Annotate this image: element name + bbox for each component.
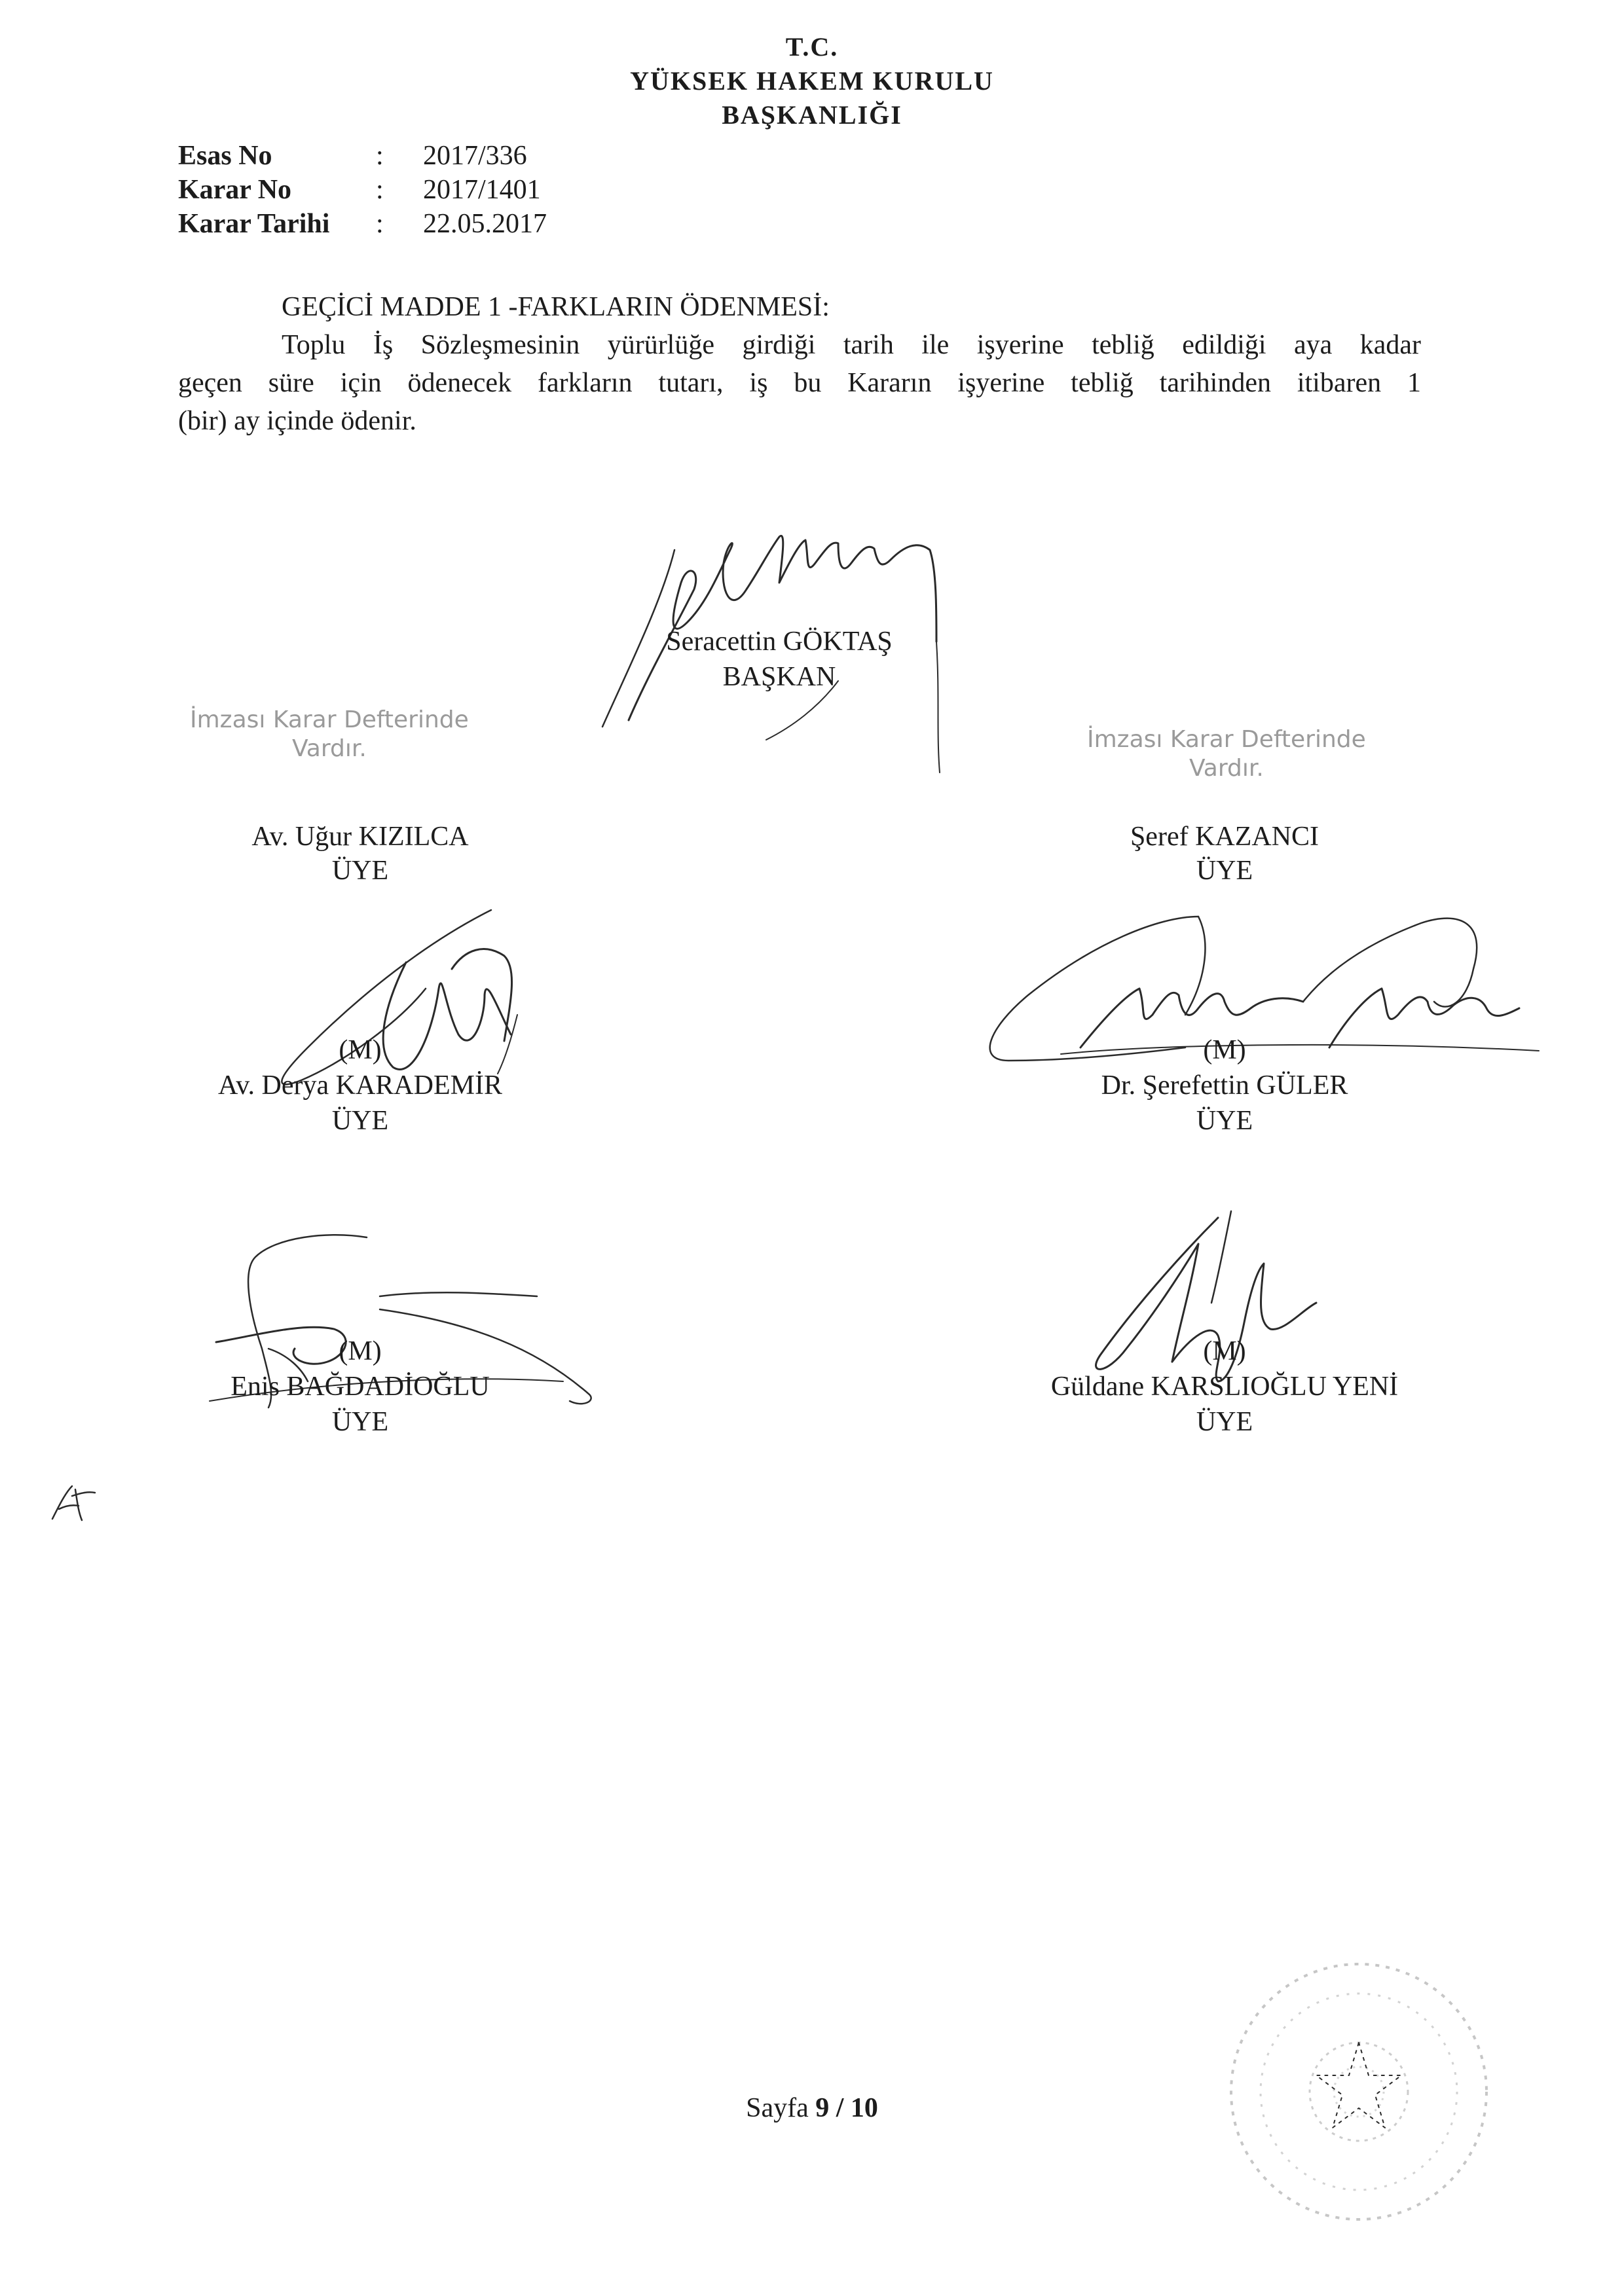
article-line-2: geçen süre için ödenecek farkların tutarı, iş bu Kararın işyerine tebliğ tarihinden itibaren 1 [178, 368, 1421, 398]
esas-separator: : [376, 141, 384, 171]
article-line-1: Toplu İş Sözleşmesinin yürürlüğe girdiği tarih ile işyerine tebliğ edildiği aya kadar [282, 330, 1421, 360]
member3-name: Av. Derya KARADEMİR [218, 1070, 502, 1101]
right-stamp-note: İmzası Karar Defterinde Vardır. [1087, 726, 1366, 782]
member5-title: ÜYE [331, 1407, 389, 1437]
member1-name: Av. Uğur KIZILCA [251, 822, 469, 852]
member5-name: Enis BAĞDADİOĞLU [231, 1372, 490, 1402]
president-name: Seracettin GÖKTAŞ [666, 627, 893, 657]
member6-mark: (M) [1203, 1336, 1246, 1366]
president-title: BAŞKAN [722, 662, 836, 692]
page-number: 9 / 10 [815, 2093, 878, 2123]
article-title: GEÇİCİ MADDE 1 -FARKLARIN ÖDENMESİ: [282, 292, 830, 322]
header-tc: T.C. [785, 32, 839, 62]
esas-label: Esas No [178, 141, 272, 171]
page-footer [681, 2092, 943, 2124]
member6-name: Güldane KARSLIOĞLU YENİ [1050, 1372, 1399, 1402]
member1-title: ÜYE [331, 856, 389, 886]
member2-name: Şeref KAZANCI [1130, 822, 1320, 852]
member5-mark: (M) [339, 1336, 382, 1366]
tarih-value: 22.05.2017 [423, 209, 547, 239]
tarih-label: Karar Tarihi [178, 209, 330, 239]
karar-separator: : [376, 175, 384, 205]
header-presidency: BAŞKANLIĞI [722, 100, 902, 130]
left-stamp-note: İmzası Karar Defterinde Vardır. [190, 706, 469, 762]
page-prefix: Sayfa [746, 2093, 809, 2123]
member4-name: Dr. Şerefettin GÜLER [1101, 1070, 1348, 1101]
member3-title: ÜYE [331, 1106, 389, 1136]
esas-value: 2017/336 [423, 141, 527, 171]
karar-label: Karar No [178, 175, 292, 205]
member4-title: ÜYE [1196, 1106, 1253, 1136]
member2-title: ÜYE [1196, 856, 1253, 886]
official-seal [1218, 1951, 1500, 2232]
header-institution: YÜKSEK HAKEM KURULU [630, 66, 994, 96]
margin-initials [46, 1480, 98, 1525]
member6-title: ÜYE [1196, 1407, 1253, 1437]
member4-mark: (M) [1203, 1035, 1246, 1065]
article-line-3: (bir) ay içinde ödenir. [178, 406, 416, 436]
karar-value: 2017/1401 [423, 175, 541, 205]
member3-mark: (M) [339, 1035, 382, 1065]
tarih-separator: : [376, 209, 384, 239]
